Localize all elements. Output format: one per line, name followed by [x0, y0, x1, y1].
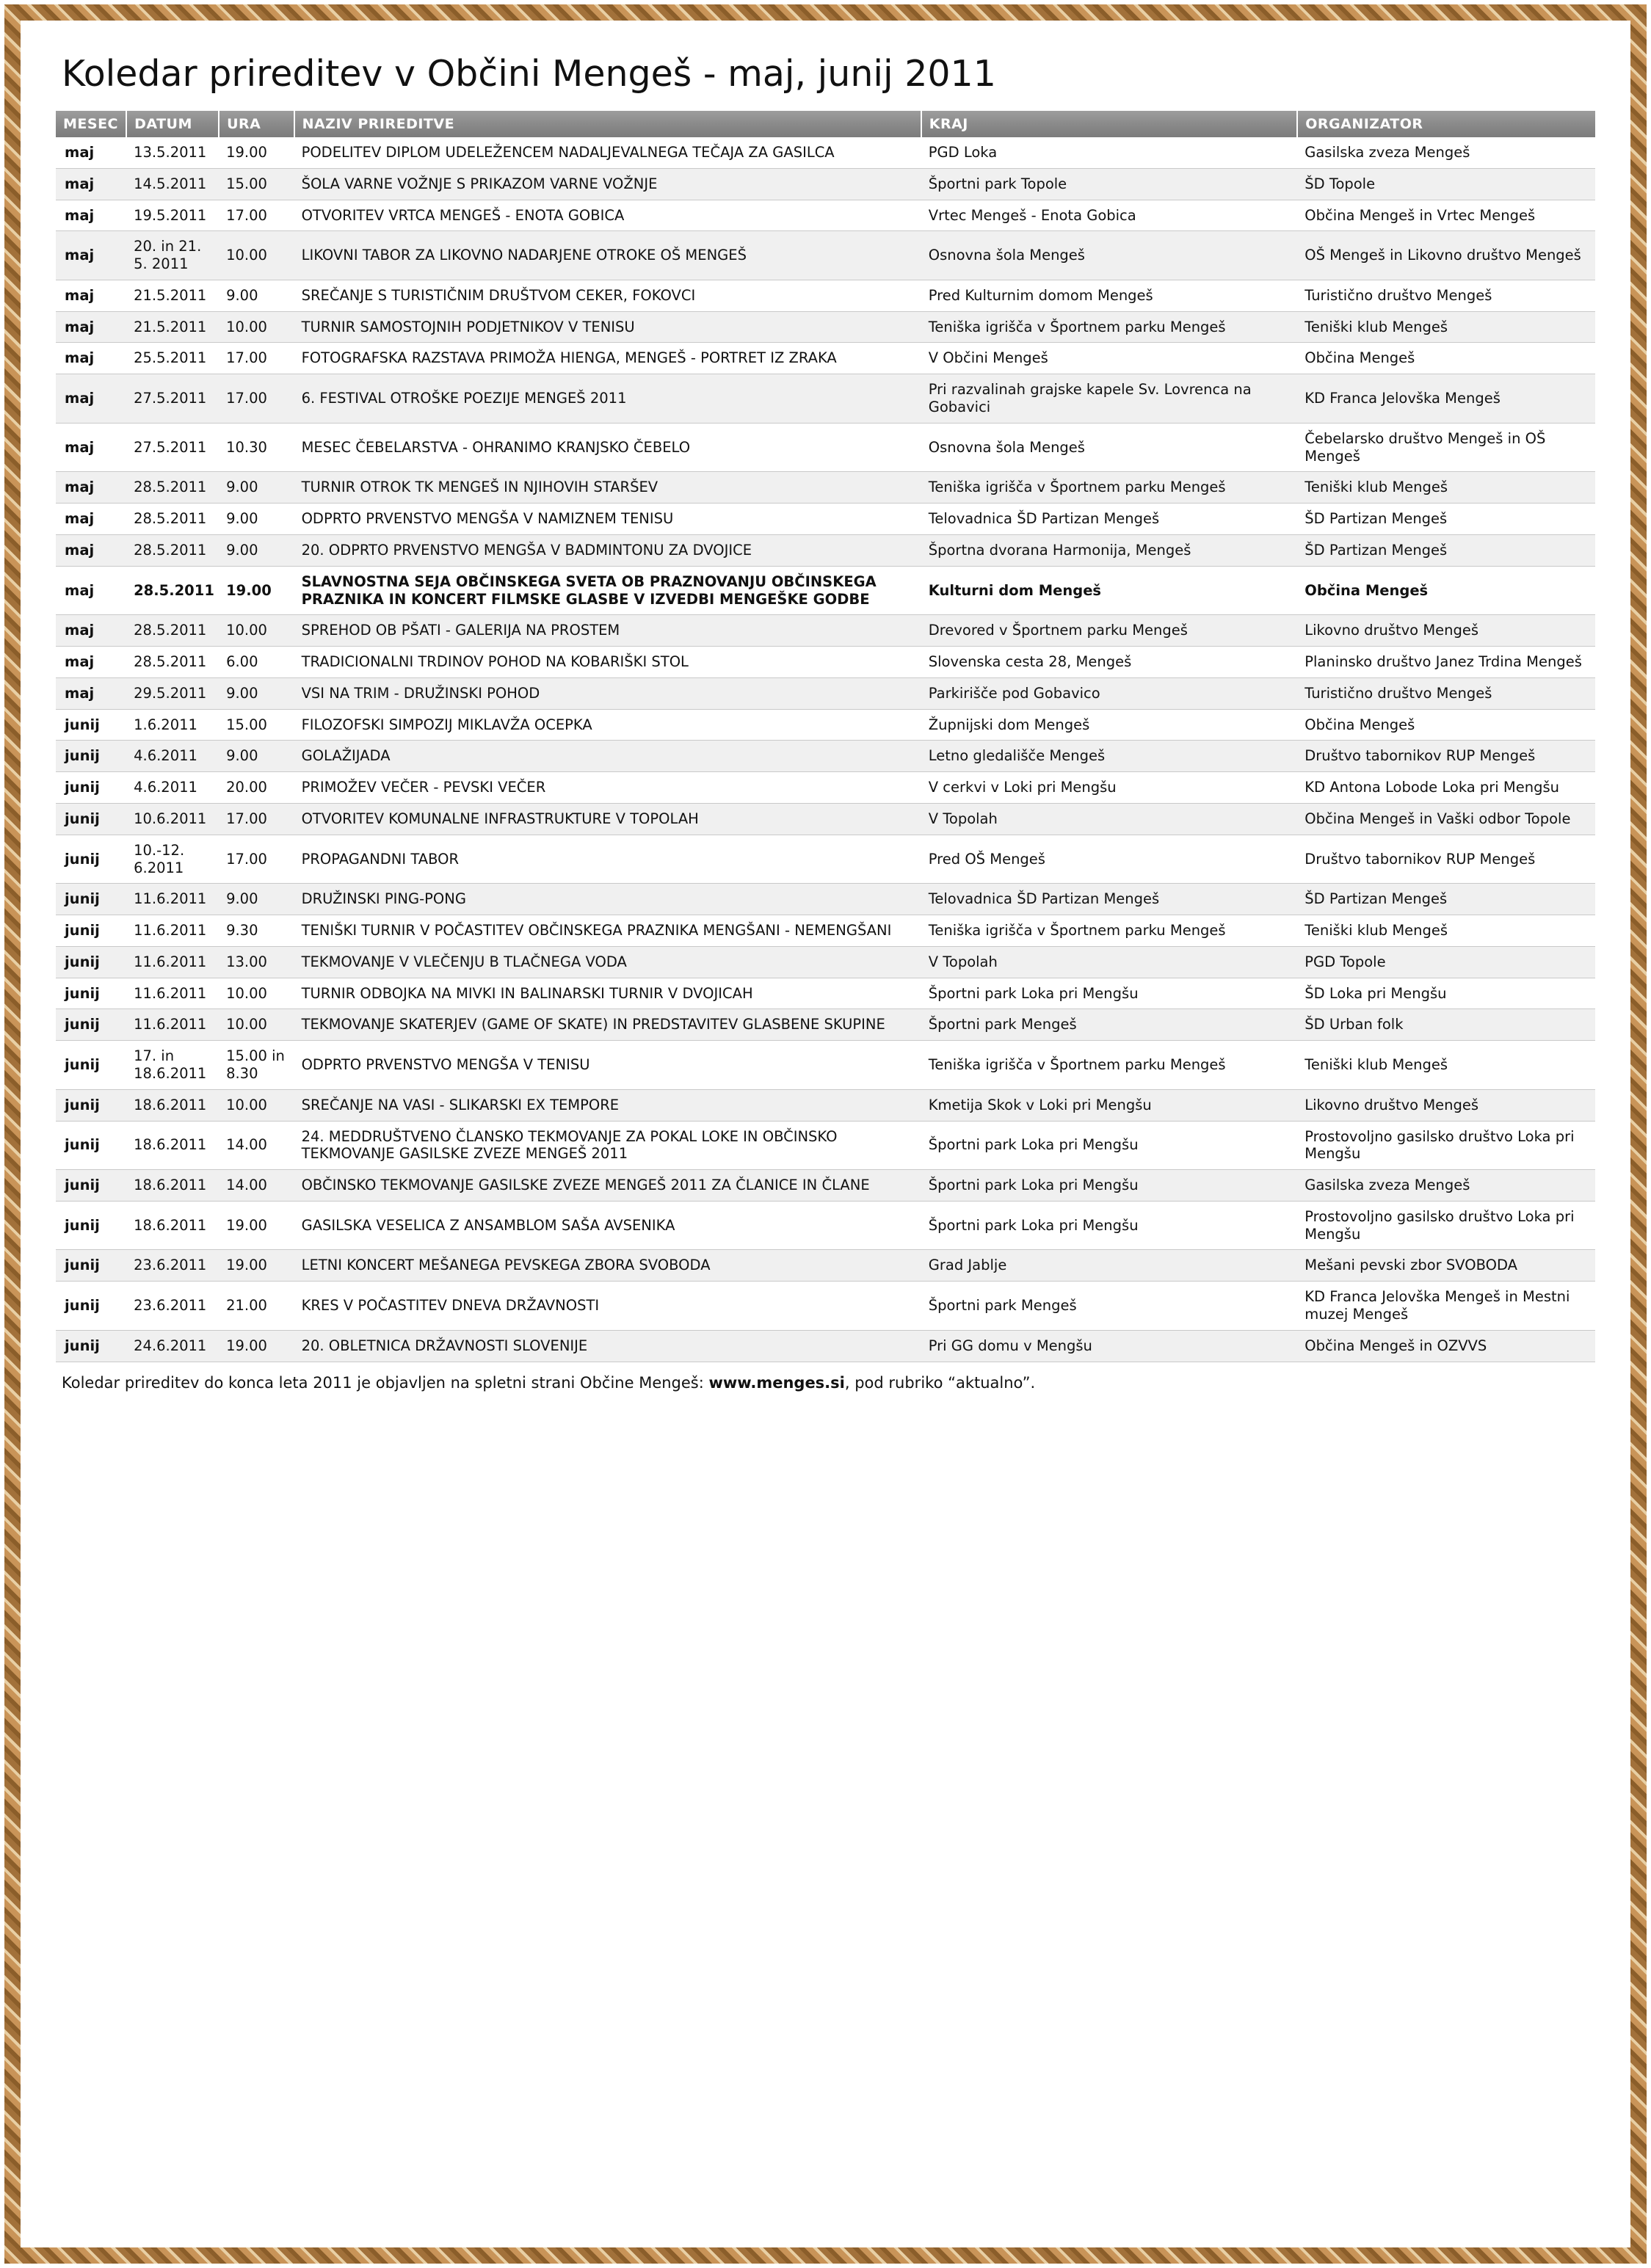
cell-organizator: Društvo tabornikov RUP Mengeš — [1297, 741, 1595, 772]
table-header — [56, 111, 1595, 137]
cell-datum: 28.5.2011 — [126, 504, 219, 535]
cell-ura: 10.00 — [219, 1089, 294, 1121]
table-row — [56, 423, 1595, 472]
cell-kraj: Športni park Topole — [921, 168, 1298, 200]
cell-mesec: maj — [56, 677, 126, 709]
table-row — [56, 343, 1595, 374]
cell-mesec: maj — [56, 566, 126, 615]
cell-ura: 14.00 — [219, 1170, 294, 1202]
cell-datum: 10.-12. 6.2011 — [126, 835, 219, 884]
cell-mesec: junij — [56, 946, 126, 978]
table-row — [56, 534, 1595, 566]
cell-mesec: junij — [56, 1121, 126, 1170]
cell-naziv: TURNIR ODBOJKA NA MIVKI IN BALINARSKI TURNIR V DVOJICAH — [294, 978, 921, 1009]
table-row — [56, 915, 1595, 947]
cell-kraj: Športni park Mengeš — [921, 1282, 1298, 1331]
table-row — [56, 615, 1595, 647]
cell-datum: 21.5.2011 — [126, 311, 219, 343]
cell-ura: 10.30 — [219, 423, 294, 472]
table-row — [56, 1170, 1595, 1202]
cell-mesec: junij — [56, 1250, 126, 1282]
cell-datum: 28.5.2011 — [126, 566, 219, 615]
page-content — [34, 32, 1617, 1399]
cell-ura: 17.00 — [219, 803, 294, 835]
cell-datum: 28.5.2011 — [126, 472, 219, 504]
cell-datum: 11.6.2011 — [126, 978, 219, 1009]
cell-mesec: junij — [56, 803, 126, 835]
cell-kraj: Športni park Loka pri Mengšu — [921, 1201, 1298, 1250]
cell-naziv: OBČINSKO TEKMOVANJE GASILSKE ZVEZE MENGEŠ 2011 ZA ČLANICE IN ČLANE — [294, 1170, 921, 1202]
cell-organizator: ŠD Partizan Mengeš — [1297, 884, 1595, 915]
cell-naziv: ŠOLA VARNE VOŽNJE S PRIKAZOM VARNE VOŽNJE — [294, 168, 921, 200]
footer-text-after: , pod rubriko “aktualno”. — [844, 1373, 1036, 1392]
cell-kraj: Teniška igrišča v Športnem parku Mengeš — [921, 311, 1298, 343]
cell-organizator: Prostovoljno gasilsko društvo Loka pri Mengšu — [1297, 1201, 1595, 1250]
cell-kraj: Vrtec Mengeš - Enota Gobica — [921, 200, 1298, 231]
events-table — [56, 111, 1595, 1362]
cell-mesec: junij — [56, 915, 126, 947]
cell-ura: 17.00 — [219, 374, 294, 424]
cell-organizator: Planinsko društvo Janez Trdina Mengeš — [1297, 647, 1595, 678]
cell-mesec: maj — [56, 504, 126, 535]
cell-organizator: Občina Mengeš — [1297, 709, 1595, 741]
cell-kraj: V Občini Mengeš — [921, 343, 1298, 374]
page-title: Koledar prireditev v Občini Mengeš - maj, junij 2011 — [62, 53, 996, 95]
table-row — [56, 741, 1595, 772]
cell-naziv: LETNI KONCERT MEŠANEGA PEVSKEGA ZBORA SVOBODA — [294, 1250, 921, 1282]
cell-mesec: maj — [56, 137, 126, 168]
cell-ura: 9.00 — [219, 884, 294, 915]
cell-ura: 13.00 — [219, 946, 294, 978]
cell-naziv: 20. OBLETNICA DRŽAVNOSTI SLOVENIJE — [294, 1330, 921, 1362]
cell-naziv: SPREHOD OB PŠATI - GALERIJA NA PROSTEM — [294, 615, 921, 647]
cell-naziv: TURNIR SAMOSTOJNIH PODJETNIKOV V TENISU — [294, 311, 921, 343]
cell-ura: 9.00 — [219, 280, 294, 311]
cell-naziv: OTVORITEV VRTCA MENGEŠ - ENOTA GOBICA — [294, 200, 921, 231]
cell-datum: 17. in 18.6.2011 — [126, 1041, 219, 1090]
cell-naziv: 6. FESTIVAL OTROŠKE POEZIJE MENGEŠ 2011 — [294, 374, 921, 424]
cell-mesec: maj — [56, 534, 126, 566]
cell-ura: 15.00 in 8.30 — [219, 1041, 294, 1090]
table-row — [56, 504, 1595, 535]
cell-ura: 19.00 — [219, 1330, 294, 1362]
table-body — [56, 137, 1595, 1362]
cell-kraj: Športni park Loka pri Mengšu — [921, 978, 1298, 1009]
cell-mesec: maj — [56, 168, 126, 200]
cell-mesec: junij — [56, 978, 126, 1009]
cell-ura: 9.00 — [219, 677, 294, 709]
cell-datum: 20. in 21. 5. 2011 — [126, 231, 219, 280]
cell-ura: 10.00 — [219, 311, 294, 343]
cell-ura: 6.00 — [219, 647, 294, 678]
cell-organizator: Teniški klub Mengeš — [1297, 472, 1595, 504]
cell-ura: 9.00 — [219, 504, 294, 535]
cell-kraj: Pri razvalinah grajske kapele Sv. Lovrenca na Gobavici — [921, 374, 1298, 424]
cell-organizator: Občina Mengeš in Vaški odbor Topole — [1297, 803, 1595, 835]
cell-kraj: Kmetija Skok v Loki pri Mengšu — [921, 1089, 1298, 1121]
cell-organizator: ŠD Partizan Mengeš — [1297, 504, 1595, 535]
table-row — [56, 280, 1595, 311]
cell-naziv: TEKMOVANJE V VLEČENJU B TLAČNEGA VODA — [294, 946, 921, 978]
cell-naziv: PODELITEV DIPLOM UDELEŽENCEM NADALJEVALNEGA TEČAJA ZA GASILCA — [294, 137, 921, 168]
cell-organizator: ŠD Loka pri Mengšu — [1297, 978, 1595, 1009]
cell-kraj: Športni park Mengeš — [921, 1009, 1298, 1041]
cell-kraj: Župnijski dom Mengeš — [921, 709, 1298, 741]
cell-mesec: junij — [56, 835, 126, 884]
table-row — [56, 946, 1595, 978]
cell-datum: 18.6.2011 — [126, 1201, 219, 1250]
cell-organizator: PGD Topole — [1297, 946, 1595, 978]
cell-ura: 19.00 — [219, 1201, 294, 1250]
table-row — [56, 566, 1595, 615]
cell-ura: 9.00 — [219, 741, 294, 772]
cell-kraj: Drevored v Športnem parku Mengeš — [921, 615, 1298, 647]
cell-ura: 9.00 — [219, 472, 294, 504]
cell-organizator: Čebelarsko društvo Mengeš in OŠ Mengeš — [1297, 423, 1595, 472]
cell-datum: 24.6.2011 — [126, 1330, 219, 1362]
cell-naziv: FOTOGRAFSKA RAZSTAVA PRIMOŽA HIENGA, MENGEŠ - PORTRET IZ ZRAKA — [294, 343, 921, 374]
cell-ura: 15.00 — [219, 168, 294, 200]
cell-kraj: Pred OŠ Mengeš — [921, 835, 1298, 884]
cell-mesec: junij — [56, 1089, 126, 1121]
cell-datum: 11.6.2011 — [126, 915, 219, 947]
cell-datum: 28.5.2011 — [126, 534, 219, 566]
cell-organizator: Občina Mengeš in Vrtec Mengeš — [1297, 200, 1595, 231]
cell-naziv: TRADICIONALNI TRDINOV POHOD NA KOBARIŠKI STOL — [294, 647, 921, 678]
column-header-organizator: ORGANIZATOR — [1297, 111, 1595, 137]
cell-ura: 10.00 — [219, 231, 294, 280]
cell-naziv: LIKOVNI TABOR ZA LIKOVNO NADARJENE OTROKE OŠ MENGEŠ — [294, 231, 921, 280]
cell-naziv: VSI NA TRIM - DRUŽINSKI POHOD — [294, 677, 921, 709]
cell-datum: 19.5.2011 — [126, 200, 219, 231]
cell-organizator: Teniški klub Mengeš — [1297, 1041, 1595, 1090]
cell-ura: 17.00 — [219, 343, 294, 374]
column-header-ura: URA — [219, 111, 294, 137]
cell-naziv: 20. ODPRTO PRVENSTVO MENGŠA V BADMINTONU ZA DVOJICE — [294, 534, 921, 566]
cell-ura: 15.00 — [219, 709, 294, 741]
cell-ura: 10.00 — [219, 615, 294, 647]
cell-kraj: Grad Jablje — [921, 1250, 1298, 1282]
cell-mesec: junij — [56, 1009, 126, 1041]
cell-naziv: SREČANJE NA VASI - SLIKARSKI EX TEMPORE — [294, 1089, 921, 1121]
cell-organizator: Mešani pevski zbor SVOBODA — [1297, 1250, 1595, 1282]
cell-mesec: junij — [56, 1282, 126, 1331]
column-header-kraj: KRAJ — [921, 111, 1298, 137]
cell-organizator: ŠD Topole — [1297, 168, 1595, 200]
cell-ura: 17.00 — [219, 200, 294, 231]
cell-kraj: PGD Loka — [921, 137, 1298, 168]
cell-naziv: SLAVNOSTNA SEJA OBČINSKEGA SVETA OB PRAZNOVANJU OBČINSKEGA PRAZNIKA IN KONCERT FILMSKE GLASBE V IZVEDBI MENGEŠKE GODBE — [294, 566, 921, 615]
cell-kraj: Osnovna šola Mengeš — [921, 231, 1298, 280]
cell-datum: 28.5.2011 — [126, 615, 219, 647]
cell-datum: 27.5.2011 — [126, 423, 219, 472]
cell-datum: 27.5.2011 — [126, 374, 219, 424]
cell-ura: 10.00 — [219, 1009, 294, 1041]
cell-kraj: Pred Kulturnim domom Mengeš — [921, 280, 1298, 311]
cell-naziv: ODPRTO PRVENSTVO MENGŠA V TENISU — [294, 1041, 921, 1090]
cell-naziv: SREČANJE S TURISTIČNIM DRUŠTVOM CEKER, FOKOVCI — [294, 280, 921, 311]
cell-mesec: maj — [56, 615, 126, 647]
cell-datum: 11.6.2011 — [126, 946, 219, 978]
cell-ura: 14.00 — [219, 1121, 294, 1170]
cell-naziv: OTVORITEV KOMUNALNE INFRASTRUKTURE V TOPOLAH — [294, 803, 921, 835]
cell-datum: 23.6.2011 — [126, 1282, 219, 1331]
table-row — [56, 647, 1595, 678]
cell-datum: 13.5.2011 — [126, 137, 219, 168]
footer-website: www.menges.si — [708, 1373, 845, 1392]
cell-datum: 4.6.2011 — [126, 741, 219, 772]
cell-naziv: GASILSKA VESELICA Z ANSAMBLOM SAŠA AVSENIKA — [294, 1201, 921, 1250]
table-row — [56, 1121, 1595, 1170]
table-row — [56, 200, 1595, 231]
cell-organizator: Likovno društvo Mengeš — [1297, 1089, 1595, 1121]
cell-mesec: maj — [56, 280, 126, 311]
cell-ura: 17.00 — [219, 835, 294, 884]
cell-organizator: Občina Mengeš — [1297, 343, 1595, 374]
table-row — [56, 231, 1595, 280]
cell-kraj: Parkirišče pod Gobavico — [921, 677, 1298, 709]
cell-naziv: FILOZOFSKI SIMPOZIJ MIKLAVŽA OCEPKA — [294, 709, 921, 741]
cell-organizator: Društvo tabornikov RUP Mengeš — [1297, 835, 1595, 884]
column-header-mesec: MESEC — [56, 111, 126, 137]
cell-ura: 21.00 — [219, 1282, 294, 1331]
table-row — [56, 1250, 1595, 1282]
cell-organizator: Likovno društvo Mengeš — [1297, 615, 1595, 647]
table-row — [56, 311, 1595, 343]
table-row — [56, 803, 1595, 835]
cell-kraj: Pri GG domu v Mengšu — [921, 1330, 1298, 1362]
cell-organizator: ŠD Partizan Mengeš — [1297, 534, 1595, 566]
cell-datum: 4.6.2011 — [126, 772, 219, 804]
cell-ura: 19.00 — [219, 566, 294, 615]
cell-datum: 10.6.2011 — [126, 803, 219, 835]
cell-datum: 21.5.2011 — [126, 280, 219, 311]
cell-organizator: Teniški klub Mengeš — [1297, 915, 1595, 947]
footer-text-before: Koledar prireditev do konca leta 2011 je objavljen na spletni strani Občine Mengeš: — [62, 1373, 709, 1392]
cell-mesec: junij — [56, 884, 126, 915]
cell-mesec: junij — [56, 772, 126, 804]
cell-organizator: Turistično društvo Mengeš — [1297, 280, 1595, 311]
cell-mesec: junij — [56, 1330, 126, 1362]
table-row — [56, 472, 1595, 504]
column-header-naziv: NAZIV PRIREDITVE — [294, 111, 921, 137]
cell-mesec: junij — [56, 1201, 126, 1250]
cell-mesec: junij — [56, 741, 126, 772]
cell-kraj: Teniška igrišča v Športnem parku Mengeš — [921, 915, 1298, 947]
cell-kraj: Telovadnica ŠD Partizan Mengeš — [921, 884, 1298, 915]
table-row — [56, 884, 1595, 915]
cell-kraj: V cerkvi v Loki pri Mengšu — [921, 772, 1298, 804]
cell-mesec: maj — [56, 231, 126, 280]
cell-ura: 9.00 — [219, 534, 294, 566]
cell-datum: 14.5.2011 — [126, 168, 219, 200]
cell-mesec: junij — [56, 709, 126, 741]
cell-kraj: Teniška igrišča v Športnem parku Mengeš — [921, 1041, 1298, 1090]
table-row — [56, 1041, 1595, 1090]
cell-mesec: maj — [56, 343, 126, 374]
cell-ura: 10.00 — [219, 978, 294, 1009]
cell-organizator: Gasilska zveza Mengeš — [1297, 1170, 1595, 1202]
cell-kraj: Kulturni dom Mengeš — [921, 566, 1298, 615]
cell-datum: 23.6.2011 — [126, 1250, 219, 1282]
cell-datum: 11.6.2011 — [126, 884, 219, 915]
footer-note — [62, 1374, 1591, 1392]
cell-ura: 20.00 — [219, 772, 294, 804]
table-row — [56, 1201, 1595, 1250]
cell-organizator: OŠ Mengeš in Likovno društvo Mengeš — [1297, 231, 1595, 280]
cell-ura: 19.00 — [219, 1250, 294, 1282]
cell-datum: 29.5.2011 — [126, 677, 219, 709]
cell-ura: 19.00 — [219, 137, 294, 168]
cell-mesec: maj — [56, 472, 126, 504]
cell-naziv: PROPAGANDNI TABOR — [294, 835, 921, 884]
cell-naziv: TURNIR OTROK TK MENGEŠ IN NJIHOVIH STARŠEV — [294, 472, 921, 504]
cell-organizator: KD Franca Jelovška Mengeš — [1297, 374, 1595, 424]
cell-naziv: ODPRTO PRVENSTVO MENGŠA V NAMIZNEM TENISU — [294, 504, 921, 535]
cell-datum: 1.6.2011 — [126, 709, 219, 741]
cell-naziv: TENIŠKI TURNIR V POČASTITEV OBČINSKEGA PRAZNIKA MENGŠANI - NEMENGŠANI — [294, 915, 921, 947]
cell-ura: 9.30 — [219, 915, 294, 947]
cell-datum: 28.5.2011 — [126, 647, 219, 678]
cell-mesec: maj — [56, 200, 126, 231]
cell-datum: 18.6.2011 — [126, 1089, 219, 1121]
cell-naziv: KRES V POČASTITEV DNEVA DRŽAVNOSTI — [294, 1282, 921, 1331]
cell-mesec: maj — [56, 374, 126, 424]
cell-organizator: Prostovoljno gasilsko društvo Loka pri Mengšu — [1297, 1121, 1595, 1170]
table-row — [56, 677, 1595, 709]
cell-mesec: maj — [56, 423, 126, 472]
cell-datum: 18.6.2011 — [126, 1170, 219, 1202]
cell-kraj: Športni park Loka pri Mengšu — [921, 1170, 1298, 1202]
cell-organizator: KD Franca Jelovška Mengeš in Mestni muzej Mengeš — [1297, 1282, 1595, 1331]
cell-kraj: Slovenska cesta 28, Mengeš — [921, 647, 1298, 678]
table-row — [56, 1330, 1595, 1362]
cell-kraj: Letno gledališče Mengeš — [921, 741, 1298, 772]
cell-kraj: V Topolah — [921, 946, 1298, 978]
cell-organizator: Turistično društvo Mengeš — [1297, 677, 1595, 709]
table-header-row — [56, 111, 1595, 137]
table-row — [56, 168, 1595, 200]
cell-kraj: Športni park Loka pri Mengšu — [921, 1121, 1298, 1170]
cell-kraj: Športna dvorana Harmonija, Mengeš — [921, 534, 1298, 566]
cell-mesec: maj — [56, 311, 126, 343]
cell-organizator: Gasilska zveza Mengeš — [1297, 137, 1595, 168]
cell-organizator: Teniški klub Mengeš — [1297, 311, 1595, 343]
cell-naziv: 24. MEDDRUŠTVENO ČLANSKO TEKMOVANJE ZA POKAL LOKE IN OBČINSKO TEKMOVANJE GASILSKE ZVEZE MENGEŠ 2011 — [294, 1121, 921, 1170]
table-row — [56, 374, 1595, 424]
cell-datum: 18.6.2011 — [126, 1121, 219, 1170]
cell-mesec: junij — [56, 1041, 126, 1090]
cell-naziv: TEKMOVANJE SKATERJEV (GAME OF SKATE) IN PREDSTAVITEV GLASBENE SKUPINE — [294, 1009, 921, 1041]
cell-naziv: GOLAŽIJADA — [294, 741, 921, 772]
column-header-datum: DATUM — [126, 111, 219, 137]
cell-organizator: KD Antona Lobode Loka pri Mengšu — [1297, 772, 1595, 804]
cell-organizator: ŠD Urban folk — [1297, 1009, 1595, 1041]
table-row — [56, 1089, 1595, 1121]
cell-datum: 11.6.2011 — [126, 1009, 219, 1041]
cell-datum: 25.5.2011 — [126, 343, 219, 374]
cell-mesec: maj — [56, 647, 126, 678]
cell-kraj: Telovadnica ŠD Partizan Mengeš — [921, 504, 1298, 535]
table-row — [56, 978, 1595, 1009]
table-row — [56, 772, 1595, 804]
table-row — [56, 1282, 1595, 1331]
cell-naziv: DRUŽINSKI PING-PONG — [294, 884, 921, 915]
cell-kraj: Osnovna šola Mengeš — [921, 423, 1298, 472]
cell-kraj: V Topolah — [921, 803, 1298, 835]
cell-kraj: Teniška igrišča v Športnem parku Mengeš — [921, 472, 1298, 504]
table-row — [56, 1009, 1595, 1041]
cell-mesec: junij — [56, 1170, 126, 1202]
cell-naziv: PRIMOŽEV VEČER - PEVSKI VEČER — [294, 772, 921, 804]
table-row — [56, 709, 1595, 741]
table-row — [56, 137, 1595, 168]
cell-organizator: Občina Mengeš — [1297, 566, 1595, 615]
table-row — [56, 835, 1595, 884]
cell-naziv: MESEC ČEBELARSTVA - OHRANIMO KRANJSKO ČEBELO — [294, 423, 921, 472]
cell-organizator: Občina Mengeš in OZVVS — [1297, 1330, 1595, 1362]
